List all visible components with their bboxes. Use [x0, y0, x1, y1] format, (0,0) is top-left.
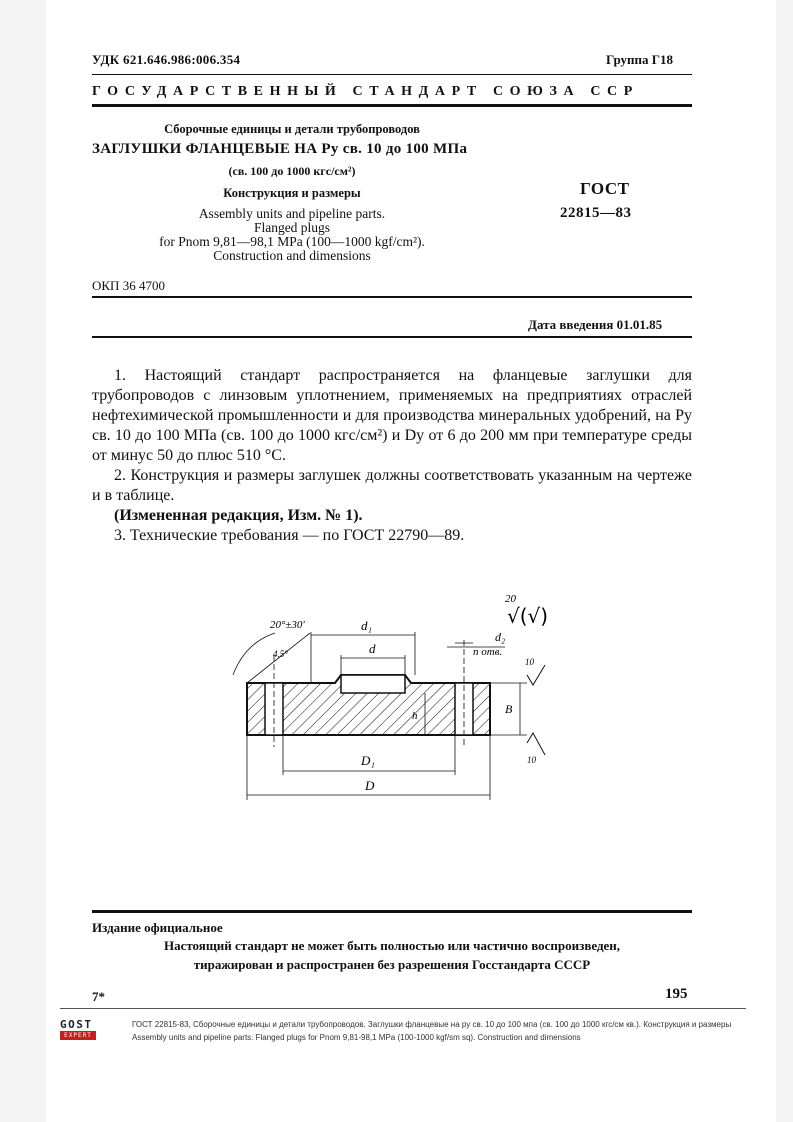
introduction-date: Дата введения 01.01.85: [528, 317, 663, 332]
dim-h: h: [412, 710, 418, 722]
state-standard-heading: ГОСУДАРСТВЕННЫЙ СТАНДАРТ СОЮЗА ССР: [92, 84, 639, 99]
official-edition: Издание официальное: [92, 920, 223, 935]
footer-rule: [92, 910, 692, 913]
header-rule-top: [92, 74, 692, 75]
page-mark: 7*: [92, 989, 105, 1004]
doc-meta-ru: ГОСТ 22815-83, Сборочные единицы и детали трубопроводов. Заглушки фланцевые на ру св. 10 до 100 мпа (св. 100 до 1000 кгс/см кв.). Конструкция и размеры: [132, 1020, 732, 1029]
copyright-notice-line2: тиражирован и распространен без разрешения Госстандарта СССР: [193, 957, 591, 972]
body-text: [92, 366, 692, 546]
dim-d: d: [369, 641, 376, 656]
paragraph-3: 3. Технические требования — по ГОСТ 22790—89.: [114, 527, 465, 544]
title-en-line4: Construction and dimensions: [213, 248, 371, 263]
title-ru-line2: ЗАГЛУШКИ ФЛАНЦЕВЫЕ НА Pу св. 10 до 100 МПа: [92, 141, 468, 157]
roughness-top-value: 20: [505, 593, 516, 605]
header-rule-thick: [92, 104, 692, 107]
logo-text: GOST: [60, 1018, 93, 1031]
gost-expert-logo[interactable]: [60, 1019, 96, 1040]
flange-plug-drawing: [215, 585, 595, 805]
doc-meta-en: Assembly units and pipeline parts. Flanged plugs for Pnom 9,81-98,1 MPa (100-1000 kgf/sm sq). Construction and dimensions: [132, 1033, 581, 1042]
date-rule: [92, 336, 692, 338]
title-ru-line1: Сборочные единицы и детали трубопроводов: [164, 122, 420, 136]
roughness-symbol: √(√): [507, 604, 549, 628]
title-en-line2: Flanged plugs: [253, 220, 331, 235]
site-divider: [60, 1008, 746, 1009]
dim-B: B: [505, 702, 513, 716]
page-number: 195: [665, 986, 688, 1002]
dim-D1: D₁: [361, 753, 375, 768]
copyright-notice-line1: Настоящий стандарт не может быть полностью или частично воспроизведен,: [163, 938, 621, 953]
dim-D: D: [365, 778, 375, 793]
chamfer-label: 4,5°: [273, 649, 288, 659]
gost-number: 22815—83: [560, 205, 632, 221]
paragraph-2: 2. Конструкция и размеры заглушек должны соответствовать указанным на чертеже и в таблице.: [92, 467, 692, 504]
title-rule: [92, 296, 692, 298]
title-en-line3: for Pnom 9,81—98,1 MPa (100—1000 kgf/cm²).: [159, 234, 425, 249]
paragraph-amendment: (Измененная редакция, Изм. № 1).: [114, 507, 363, 524]
okp-code: ОКП 36 4700: [92, 278, 165, 293]
title-ru-line4: Конструкция и размеры: [223, 186, 361, 200]
group-code: Группа Г18: [606, 52, 674, 67]
holes-note: n отв.: [473, 646, 503, 658]
dim-d2: d₂: [495, 630, 506, 644]
center-recess: [341, 675, 405, 693]
angle-label: 20°±30': [270, 619, 305, 631]
title-en-line1: Assembly units and pipeline parts.: [198, 206, 386, 221]
roughness-10a: 10: [525, 657, 534, 667]
copyright-notice: [92, 936, 692, 974]
title-ru-line3: (св. 100 до 1000 кгс/см²): [228, 164, 356, 178]
logo-subtext: EXPERT: [64, 1032, 92, 1039]
paragraph-1: 1. Настоящий стандарт распространяется на фланцевые заглушки для трубопроводов с линзовым уплотнением, применяемых на предприятиях отраслей нефтехимической промышленности и для производства минеральных удобрений, на Pу св. 10 до 100 МПа (св. 100 до 1000 кгс/см²) и Dу от 6 до 200 мм при температуре среды от минус 50 до плюс 510 °С.: [92, 367, 692, 464]
logo-bar: [60, 1031, 96, 1040]
gost-label: ГОСТ: [580, 179, 630, 198]
roughness-10b: 10: [527, 755, 536, 765]
udk-code: УДК 621.646.986:006.354: [92, 52, 241, 67]
dim-d1: d₁: [361, 618, 373, 633]
